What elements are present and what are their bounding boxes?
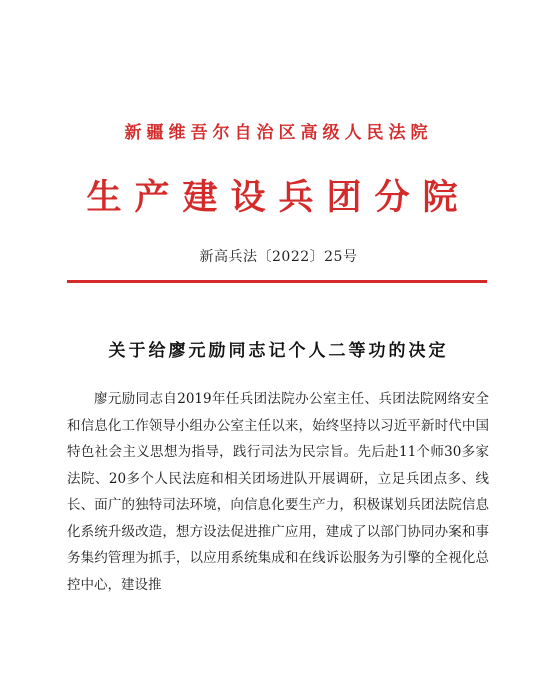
document-title: 关于给廖元励同志记个人二等功的决定 [108, 341, 449, 361]
branch-name-header: 生产建设兵团分院 [86, 177, 471, 218]
document-number: 新高兵法〔2022〕25号 [199, 249, 358, 265]
red-divider-line [67, 280, 487, 283]
body-paragraph: 廖元励同志自2019年任兵团法院办公室主任、兵团法院网络安全和信息化工作领导小组办公室主任以来，始终坚持以习近平新时代中国特色社会主义思想为指导，践行司法为民宗旨。先后赴11个师30多家法院、20多个人民法庭和相关团场进队开展调研，立足兵团点多、线长、面广的独特司法环境，向信息化要生产力，积极谋划兵团法院信息化系统升级改造，想方设法促进推广应用，建成了以部门协同办案和事务集约管理为抓手，以应用系统集成和在线诉讼服务为引擎的全视化总控中心，建设推 [67, 391, 489, 593]
court-name-header: 新疆维吾尔自治区高级人民法院 [124, 123, 433, 143]
